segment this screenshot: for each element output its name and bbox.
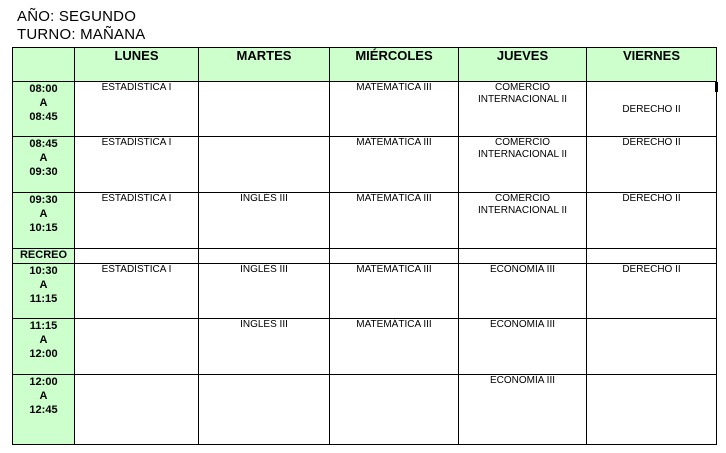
recreo-empty-cell [459,249,587,264]
subject-text: INGLÉS III [240,264,288,275]
day-header-lunes: LUNES [75,48,199,82]
time-slot-cell [13,375,75,445]
subject-text: MATEMÁTICA III [356,319,432,330]
class-cell-lunes [75,82,199,137]
class-cell-jueves [459,264,587,319]
time-slot-cell [13,193,75,249]
time-start: 10:30 [29,265,58,277]
time-separator: A [39,279,48,291]
class-cell-miercoles [330,193,459,249]
class-cell-jueves [459,375,587,445]
schedule-row [13,137,717,193]
class-cell-jueves [459,319,587,375]
recreo-empty-cell [199,249,330,264]
subject-text: MATEMÁTICA III [356,137,432,148]
class-cell-miercoles [330,319,459,375]
class-cell-miercoles [330,137,459,193]
class-cell-jueves [459,137,587,193]
time-end: 10:15 [29,222,58,234]
schedule-row [13,193,717,249]
class-cell-martes [199,193,330,249]
subject-text: MATEMÁTICA III [356,264,432,275]
subject-text: DERECHO II [622,264,681,275]
time-start: 12:00 [29,376,58,388]
class-cell-miercoles [330,375,459,445]
time-slot-cell [13,137,75,193]
recreo-empty-cell [587,249,717,264]
subject-text: DERECHO II [622,104,681,115]
day-header-row [13,48,717,82]
time-start: 08:45 [29,138,58,150]
subject-text: DERECHO II [622,137,681,148]
time-slot-cell [13,319,75,375]
time-separator: A [39,208,48,220]
time-start: 09:30 [29,194,58,206]
time-slot-cell [13,264,75,319]
class-cell-lunes [75,375,199,445]
subject-text: ESTADÍSTICA I [101,137,172,148]
schedule-row [13,375,717,445]
time-end: 08:45 [29,111,58,123]
time-end: 09:30 [29,166,58,178]
class-cell-jueves [459,82,587,137]
subject-text: DERECHO II [622,193,681,204]
time-end: 12:00 [29,348,58,360]
corner-cell [13,48,75,82]
time-end: 12:45 [29,404,58,416]
class-cell-lunes [75,137,199,193]
class-cell-martes [199,375,330,445]
recreo-empty-cell [330,249,459,264]
class-cell-jueves [459,193,587,249]
time-slot-cell [13,82,75,137]
subject-text: ECONOMIA III [489,319,555,330]
subject-text: INTERNACIONAL II [477,205,568,216]
class-cell-martes [199,82,330,137]
class-cell-lunes [75,193,199,249]
subject-text: ESTADÍSTICA I [101,264,172,275]
time-start: 11:15 [29,320,58,332]
subject-text: MATEMÁTICA III [356,193,432,204]
subject-text: COMERCIO [495,82,550,93]
schedule-row [13,82,717,137]
recreo-empty-cell [75,249,199,264]
schedule-table [12,47,717,445]
class-cell-miercoles [330,82,459,137]
class-cell-viernes [587,193,717,249]
day-header-viernes: VIERNES [587,48,717,82]
day-header-martes: MARTES [199,48,330,82]
subject-text: COMERCIO [495,137,550,148]
schedule-row [13,319,717,375]
day-header-miercoles: MIÉRCOLES [330,48,459,82]
subject-text: INTERNACIONAL II [477,94,568,105]
subject-text: INGLÉS III [240,193,288,204]
subject-text: ECONOMÍA III [489,264,555,275]
schedule-row [13,264,717,319]
class-cell-viernes [587,319,717,375]
subject-text: INTERNACIONAL II [477,149,568,160]
shift-label: TURNO: MAÑANA [17,26,146,43]
class-cell-martes [199,137,330,193]
time-separator: A [39,97,48,109]
time-separator: A [39,152,48,164]
recreo-label: RECREO [13,249,75,264]
class-cell-viernes [587,264,717,319]
class-cell-lunes [75,264,199,319]
schedule-header [17,8,145,44]
time-start: 08:00 [29,83,58,95]
recreo-row [13,249,717,264]
year-label: AÑO: SEGUNDO [17,8,137,25]
time-end: 11:15 [29,293,58,305]
subject-text: MATEMÁTICA III [356,82,432,93]
class-cell-lunes [75,319,199,375]
class-cell-viernes [587,82,717,137]
time-separator: A [39,390,48,402]
day-header-jueves: JUEVES [459,48,587,82]
class-cell-martes [199,319,330,375]
subject-text: INGLES III [240,319,288,330]
class-cell-viernes [587,375,717,445]
class-cell-miercoles [330,264,459,319]
subject-text: ESTADÍSTICA I [101,193,172,204]
subject-text: COMERCIO [495,193,550,204]
class-cell-martes [199,264,330,319]
subject-text: ECONOMÍA III [489,375,555,386]
time-separator: A [39,334,48,346]
subject-text: ESTADÍSTICA I [101,82,172,93]
class-cell-viernes [587,137,717,193]
